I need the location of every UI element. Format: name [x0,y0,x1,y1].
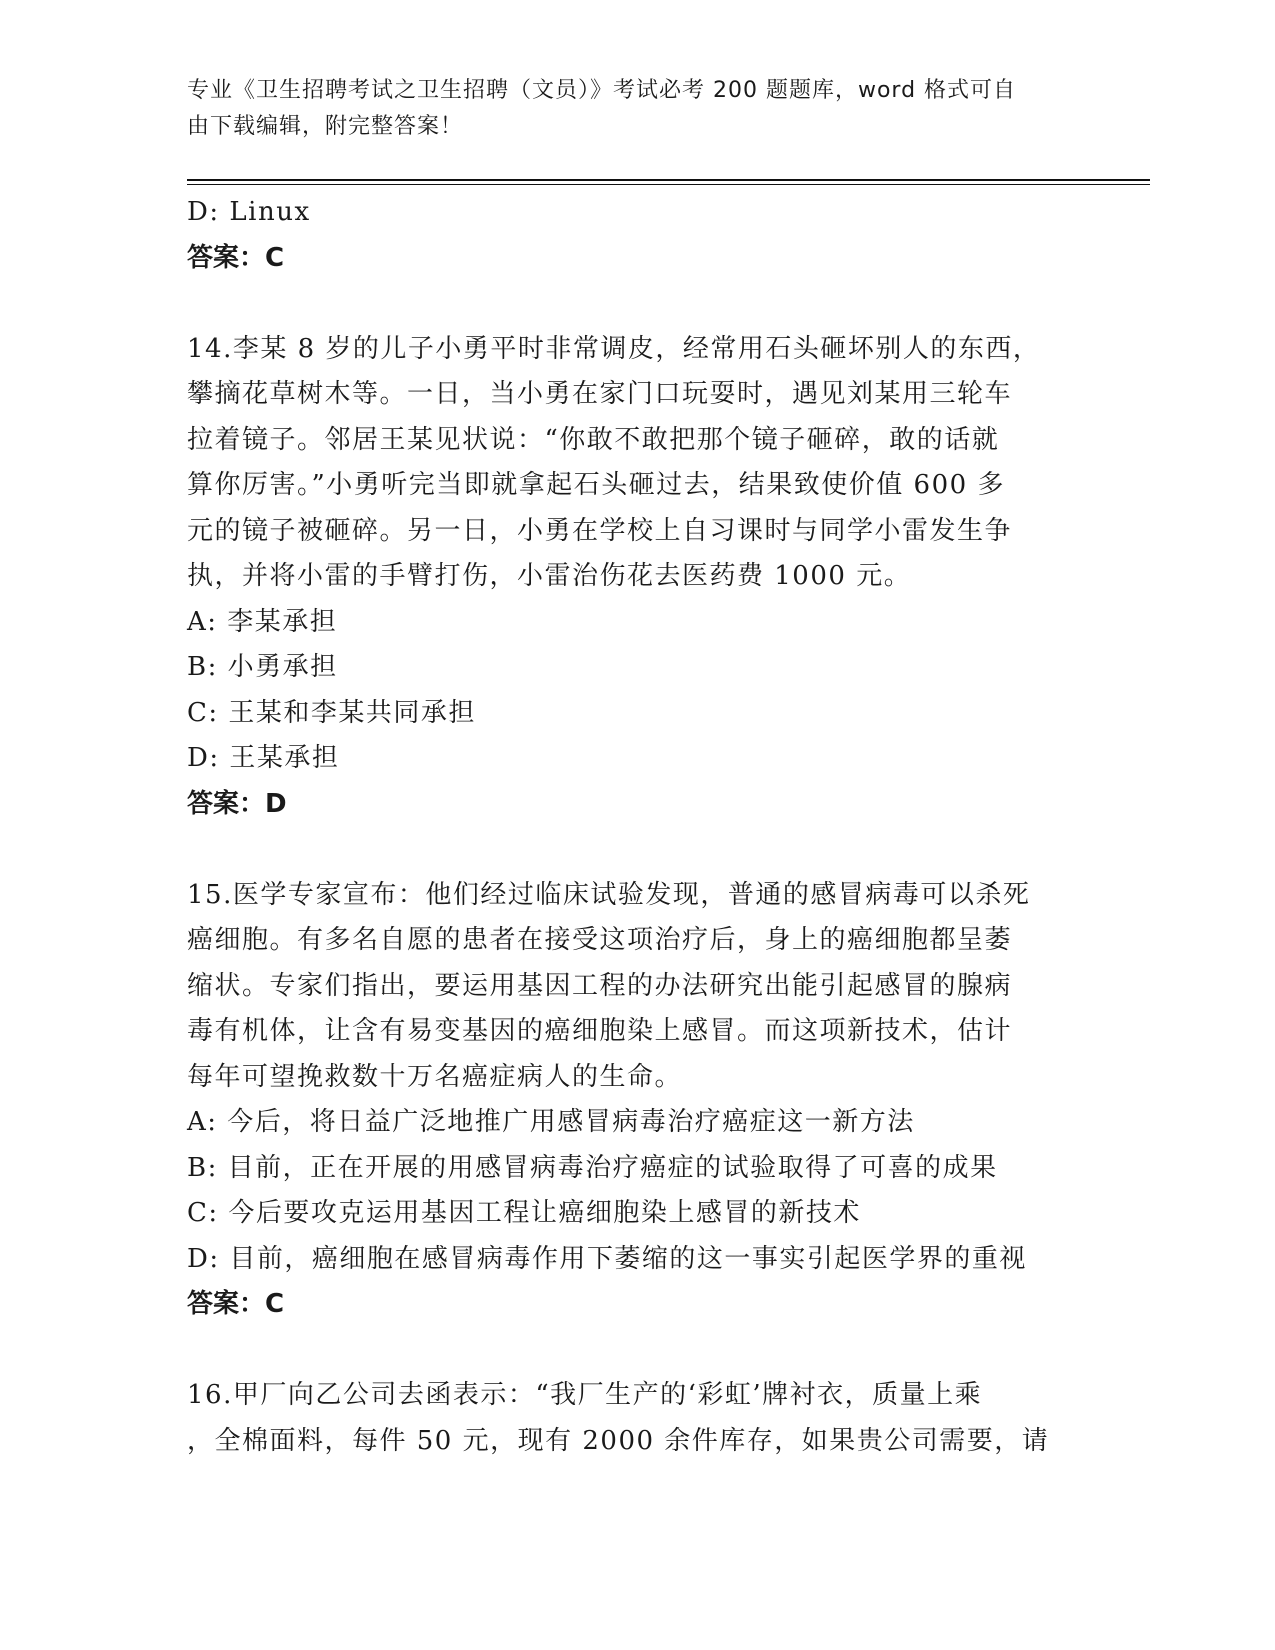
q14-answer: 答案：D [187,788,287,819]
q15-stem-line: 15.医学专家宣布：他们经过临床试验发现，普通的感冒病毒可以杀死 [187,879,1031,910]
q15-answer: 答案：C [187,1289,285,1319]
q13-option-d: D: Linux [187,197,311,227]
header-line-2: 由下载编辑，附完整答案！ [187,114,464,139]
q15-stem-line: 毒有机体，让含有易变基因的癌细胞染上感冒。而这项新技术，估计 [187,1016,1013,1046]
spacer [187,281,1087,327]
q15-option-d: D: 目前，癌细胞在感冒病毒作用下萎缩的这一事实引起医学界的重视 [187,1243,1027,1274]
q14-option-d: D: 王某承担 [187,743,340,773]
q14-option-b: B: 小勇承担 [187,652,338,682]
spacer [187,1328,1087,1374]
q14-option-c: C: 王某和李某共同承担 [187,697,476,728]
document-header [187,73,1067,145]
q14-option-a: A: 李某承担 [187,606,338,637]
q14-stem-line: 攀摘花草树木等。一日，当小勇在家门口玩耍时，遇见刘某用三轮车 [187,379,1013,409]
question-content [187,190,1087,1464]
question-15 [187,873,1087,1328]
q15-stem-line: 癌细胞。有多名自愿的患者在接受这项治疗后，身上的癌细胞都呈萎 [187,925,1013,955]
q14-stem-line: 执，并将小雷的手臂打伤，小雷治伤花去医药费 1000 元。 [187,561,912,591]
spacer [187,827,1087,873]
question-16 [187,1373,1087,1464]
q16-stem-line: 16.甲厂向乙公司去函表示：“我厂生产的‘彩虹’牌衬衣，质量上乘 [187,1380,983,1410]
question-14 [187,327,1087,828]
q16-stem-line: ，全棉面料，每件 50 元，现有 2000 余件库存，如果贵公司需要，请 [187,1425,1050,1456]
q14-stem-line: 拉着镜子。邻居王某见状说：“你敢不敢把那个镜子砸碎，敢的话就 [187,424,1000,455]
q15-option-a: A: 今后，将日益广泛地推广用感冒病毒治疗癌症这一新方法 [187,1107,915,1137]
header-divider-thin [187,184,1150,185]
header-line-1: 专业《卫生招聘考试之卫生招聘（文员）》考试必考 200 题题库，word 格式可自 [187,78,1017,103]
q15-option-b: B: 目前，正在开展的用感冒病毒治疗癌症的试验取得了可喜的成果 [187,1152,998,1183]
q15-stem-line: 缩状。专家们指出，要运用基因工程的办法研究出能引起感冒的腺病 [187,970,1013,1001]
q15-option-c: C: 今后要攻克运用基因工程让癌细胞染上感冒的新技术 [187,1198,861,1228]
header-divider [187,179,1150,181]
q14-stem-line: 算你厉害。”小勇听完当即就拿起石头砸过去，结果致使价值 600 多 [187,470,1005,500]
q14-stem-line: 元的镜子被砸碎。另一日，小勇在学校上自习课时与同学小雷发生争 [187,515,1013,546]
q15-stem-line: 每年可望挽救数十万名癌症病人的生命。 [187,1061,683,1092]
q13-answer: 答案：C [187,242,285,273]
q14-stem-line: 14.李某 8 岁的儿子小勇平时非常调皮，经常用石头砸坏别人的东西， [187,333,1041,364]
